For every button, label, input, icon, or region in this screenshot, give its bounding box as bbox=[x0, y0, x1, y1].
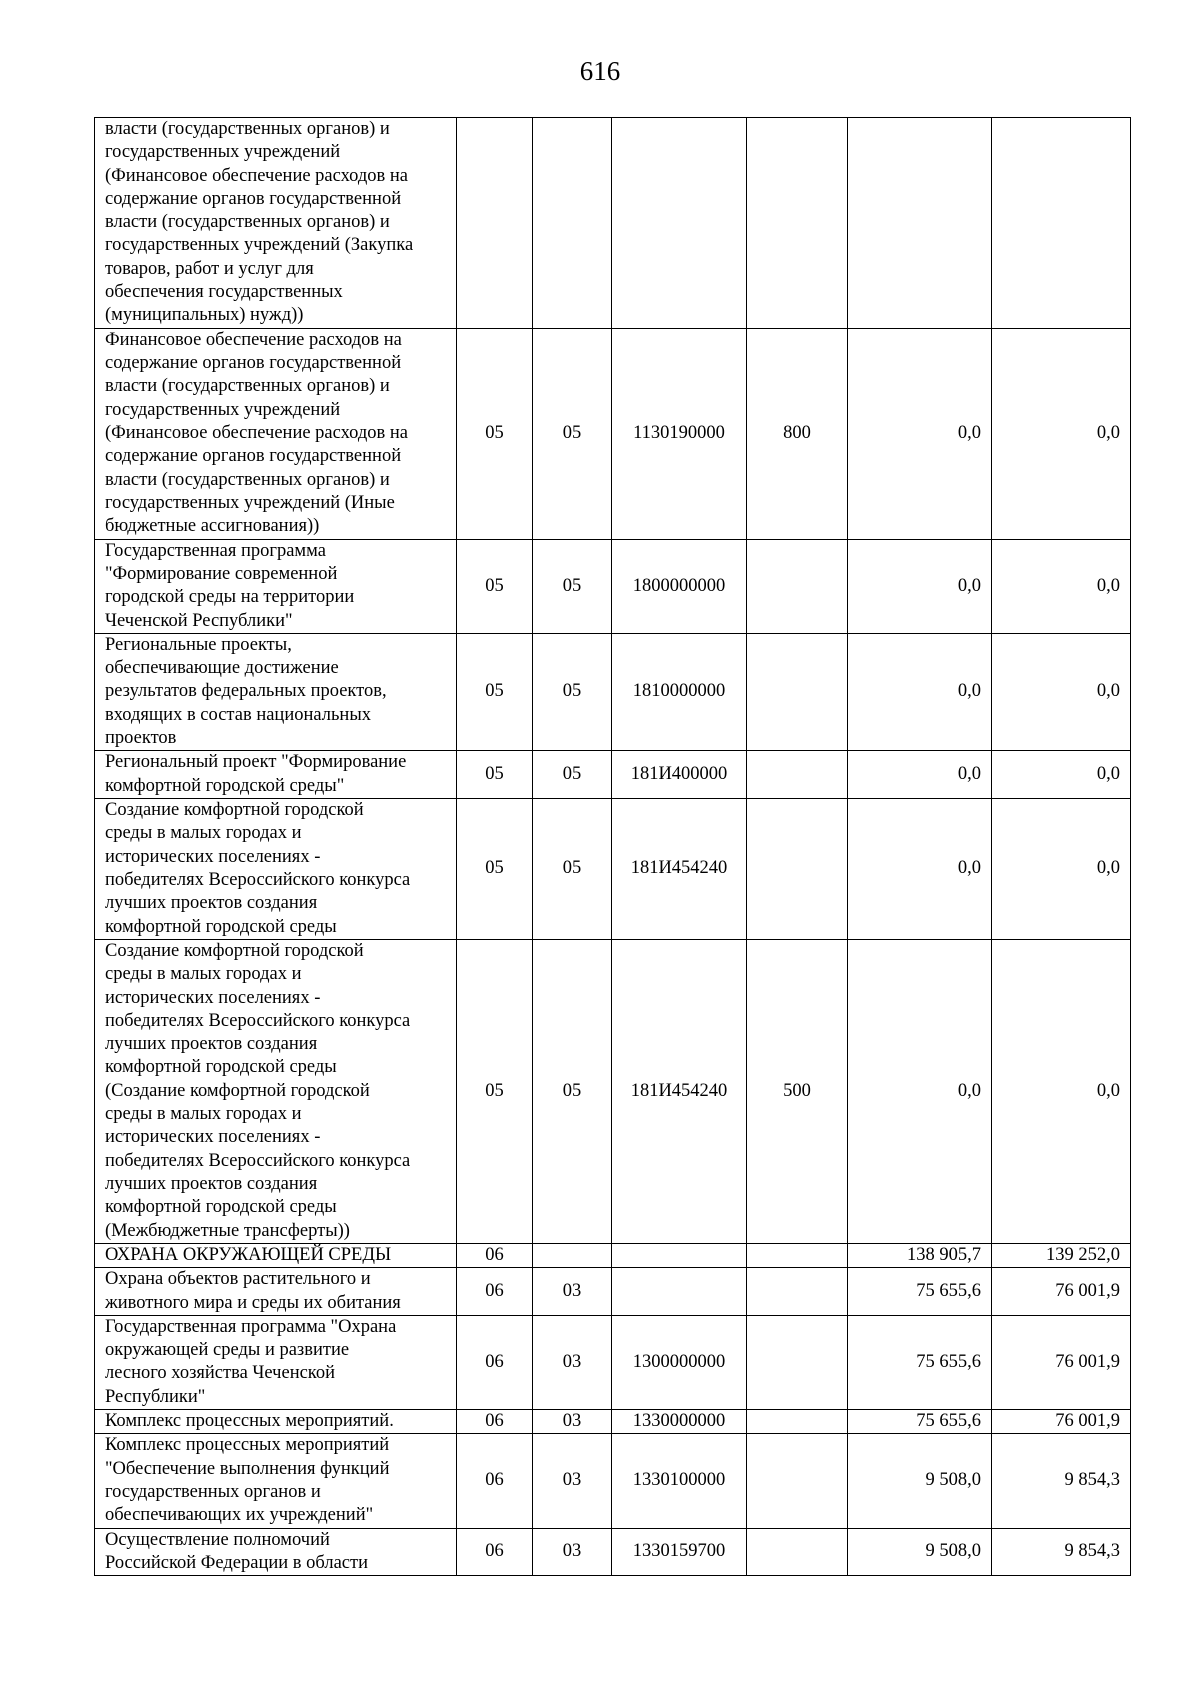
table-row bbox=[95, 1268, 1131, 1316]
subsection-code: 05 bbox=[533, 633, 612, 750]
expense-type-code bbox=[747, 1410, 848, 1434]
subsection-code: 05 bbox=[533, 328, 612, 539]
subsection-code: 05 bbox=[533, 751, 612, 799]
expense-type-code bbox=[747, 539, 848, 633]
expense-type-code bbox=[747, 633, 848, 750]
table-row bbox=[95, 539, 1131, 633]
amount-year-2: 0,0 bbox=[992, 328, 1131, 539]
target-article-code bbox=[612, 1268, 747, 1316]
expense-type-code bbox=[747, 798, 848, 939]
section-code: 05 bbox=[457, 328, 533, 539]
target-article-code: 181И454240 bbox=[612, 939, 747, 1243]
row-name: власти (государственных органов) и государственных учреждений (Финансовое обеспечение расходов на содержание органов государственной власти (государственных органов) и государственных учреждений (Закупка товаров, работ и услуг для обеспечения государственных (муниципальных) нужд)) bbox=[95, 118, 457, 329]
row-name: Комплекс процессных мероприятий. bbox=[95, 1410, 457, 1434]
page-number: 616 bbox=[579, 56, 621, 86]
amount-year-1: 9 508,0 bbox=[848, 1434, 992, 1528]
row-name: Региональный проект "Формирование комфортной городской среды" bbox=[95, 751, 457, 799]
section-code: 05 bbox=[457, 798, 533, 939]
amount-year-2: 0,0 bbox=[992, 798, 1131, 939]
subsection-code: 03 bbox=[533, 1434, 612, 1528]
row-name: Комплекс процессных мероприятий "Обеспечение выполнения функций государственных органов и обеспечивающих их учреждений" bbox=[95, 1434, 457, 1528]
amount-year-1: 0,0 bbox=[848, 751, 992, 799]
row-name: Государственная программа "Охрана окружающей среды и развитие лесного хозяйства Чеченской Республики" bbox=[95, 1315, 457, 1409]
amount-year-1: 0,0 bbox=[848, 939, 992, 1243]
target-article-code: 181И400000 bbox=[612, 751, 747, 799]
section-code: 06 bbox=[457, 1243, 533, 1267]
subsection-code: 05 bbox=[533, 798, 612, 939]
amount-year-1: 9 508,0 bbox=[848, 1528, 992, 1576]
row-name: Финансовое обеспечение расходов на содержание органов государственной власти (государственных органов) и государственных учреждений (Финансовое обеспечение расходов на содержание органов государственной власти (государственных органов) и государственных учреждений (Иные бюджетные ассигнования)) bbox=[95, 328, 457, 539]
target-article-code bbox=[612, 1243, 747, 1267]
row-name: Создание комфортной городской среды в малых городах и исторических поселениях - победителях Всероссийского конкурса лучших проектов создания комфортной городской среды bbox=[95, 798, 457, 939]
expense-type-code bbox=[747, 1315, 848, 1409]
amount-year-1: 75 655,6 bbox=[848, 1315, 992, 1409]
amount-year-2 bbox=[992, 118, 1131, 329]
table-row bbox=[95, 1528, 1131, 1576]
amount-year-1: 75 655,6 bbox=[848, 1410, 992, 1434]
expense-type-code: 800 bbox=[747, 328, 848, 539]
subsection-code: 03 bbox=[533, 1410, 612, 1434]
table-row bbox=[95, 1410, 1131, 1434]
table-row bbox=[95, 1315, 1131, 1409]
target-article-code: 1800000000 bbox=[612, 539, 747, 633]
table-row bbox=[95, 633, 1131, 750]
row-name: Осуществление полномочий Российской Федерации в области bbox=[95, 1528, 457, 1576]
section-code: 06 bbox=[457, 1268, 533, 1316]
subsection-code: 03 bbox=[533, 1268, 612, 1316]
subsection-code bbox=[533, 118, 612, 329]
section-code bbox=[457, 118, 533, 329]
subsection-code: 03 bbox=[533, 1528, 612, 1576]
row-name: Охрана объектов растительного и животного мира и среды их обитания bbox=[95, 1268, 457, 1316]
target-article-code bbox=[612, 118, 747, 329]
table-row bbox=[95, 1243, 1131, 1267]
table-row bbox=[95, 939, 1131, 1243]
section-code: 06 bbox=[457, 1528, 533, 1576]
expense-type-code bbox=[747, 1434, 848, 1528]
budget-table bbox=[94, 117, 1131, 1576]
row-name: Государственная программа "Формирование современной городской среды на территории Чеченской Республики" bbox=[95, 539, 457, 633]
expense-type-code: 500 bbox=[747, 939, 848, 1243]
amount-year-2: 0,0 bbox=[992, 939, 1131, 1243]
amount-year-2: 76 001,9 bbox=[992, 1315, 1131, 1409]
subsection-code: 05 bbox=[533, 539, 612, 633]
section-code: 05 bbox=[457, 751, 533, 799]
section-code: 06 bbox=[457, 1434, 533, 1528]
amount-year-2: 0,0 bbox=[992, 539, 1131, 633]
amount-year-2: 139 252,0 bbox=[992, 1243, 1131, 1267]
table-row bbox=[95, 751, 1131, 799]
table-row bbox=[95, 118, 1131, 329]
amount-year-2: 9 854,3 bbox=[992, 1434, 1131, 1528]
table-row bbox=[95, 798, 1131, 939]
section-code: 05 bbox=[457, 939, 533, 1243]
expense-type-code bbox=[747, 118, 848, 329]
section-code: 05 bbox=[457, 633, 533, 750]
amount-year-1: 75 655,6 bbox=[848, 1268, 992, 1316]
amount-year-1: 0,0 bbox=[848, 798, 992, 939]
target-article-code: 181И454240 bbox=[612, 798, 747, 939]
amount-year-2: 0,0 bbox=[992, 751, 1131, 799]
expense-type-code bbox=[747, 751, 848, 799]
amount-year-2: 76 001,9 bbox=[992, 1410, 1131, 1434]
target-article-code: 1130190000 bbox=[612, 328, 747, 539]
target-article-code: 1330100000 bbox=[612, 1434, 747, 1528]
expense-type-code bbox=[747, 1528, 848, 1576]
row-name: Создание комфортной городской среды в малых городах и исторических поселениях - победителях Всероссийского конкурса лучших проектов создания комфортной городской среды (Создание комфортной городской среды в малых городах и исторических поселениях - победителях Всероссийского конкурса лучших проектов создания комфортной городской среды (Межбюджетные трансферты)) bbox=[95, 939, 457, 1243]
subsection-code: 03 bbox=[533, 1315, 612, 1409]
table-row bbox=[95, 328, 1131, 539]
subsection-code bbox=[533, 1243, 612, 1267]
subsection-code: 05 bbox=[533, 939, 612, 1243]
section-code: 06 bbox=[457, 1410, 533, 1434]
section-code: 06 bbox=[457, 1315, 533, 1409]
target-article-code: 1300000000 bbox=[612, 1315, 747, 1409]
section-code: 05 bbox=[457, 539, 533, 633]
amount-year-2: 9 854,3 bbox=[992, 1528, 1131, 1576]
amount-year-1: 0,0 bbox=[848, 633, 992, 750]
amount-year-1: 0,0 bbox=[848, 539, 992, 633]
amount-year-1: 138 905,7 bbox=[848, 1243, 992, 1267]
row-name: ОХРАНА ОКРУЖАЮЩЕЙ СРЕДЫ bbox=[95, 1243, 457, 1267]
target-article-code: 1810000000 bbox=[612, 633, 747, 750]
amount-year-1: 0,0 bbox=[848, 328, 992, 539]
amount-year-1 bbox=[848, 118, 992, 329]
target-article-code: 1330159700 bbox=[612, 1528, 747, 1576]
expense-type-code bbox=[747, 1243, 848, 1267]
amount-year-2: 0,0 bbox=[992, 633, 1131, 750]
row-name: Региональные проекты, обеспечивающие достижение результатов федеральных проектов, входящих в состав национальных проектов bbox=[95, 633, 457, 750]
amount-year-2: 76 001,9 bbox=[992, 1268, 1131, 1316]
table-row bbox=[95, 1434, 1131, 1528]
expense-type-code bbox=[747, 1268, 848, 1316]
target-article-code: 1330000000 bbox=[612, 1410, 747, 1434]
